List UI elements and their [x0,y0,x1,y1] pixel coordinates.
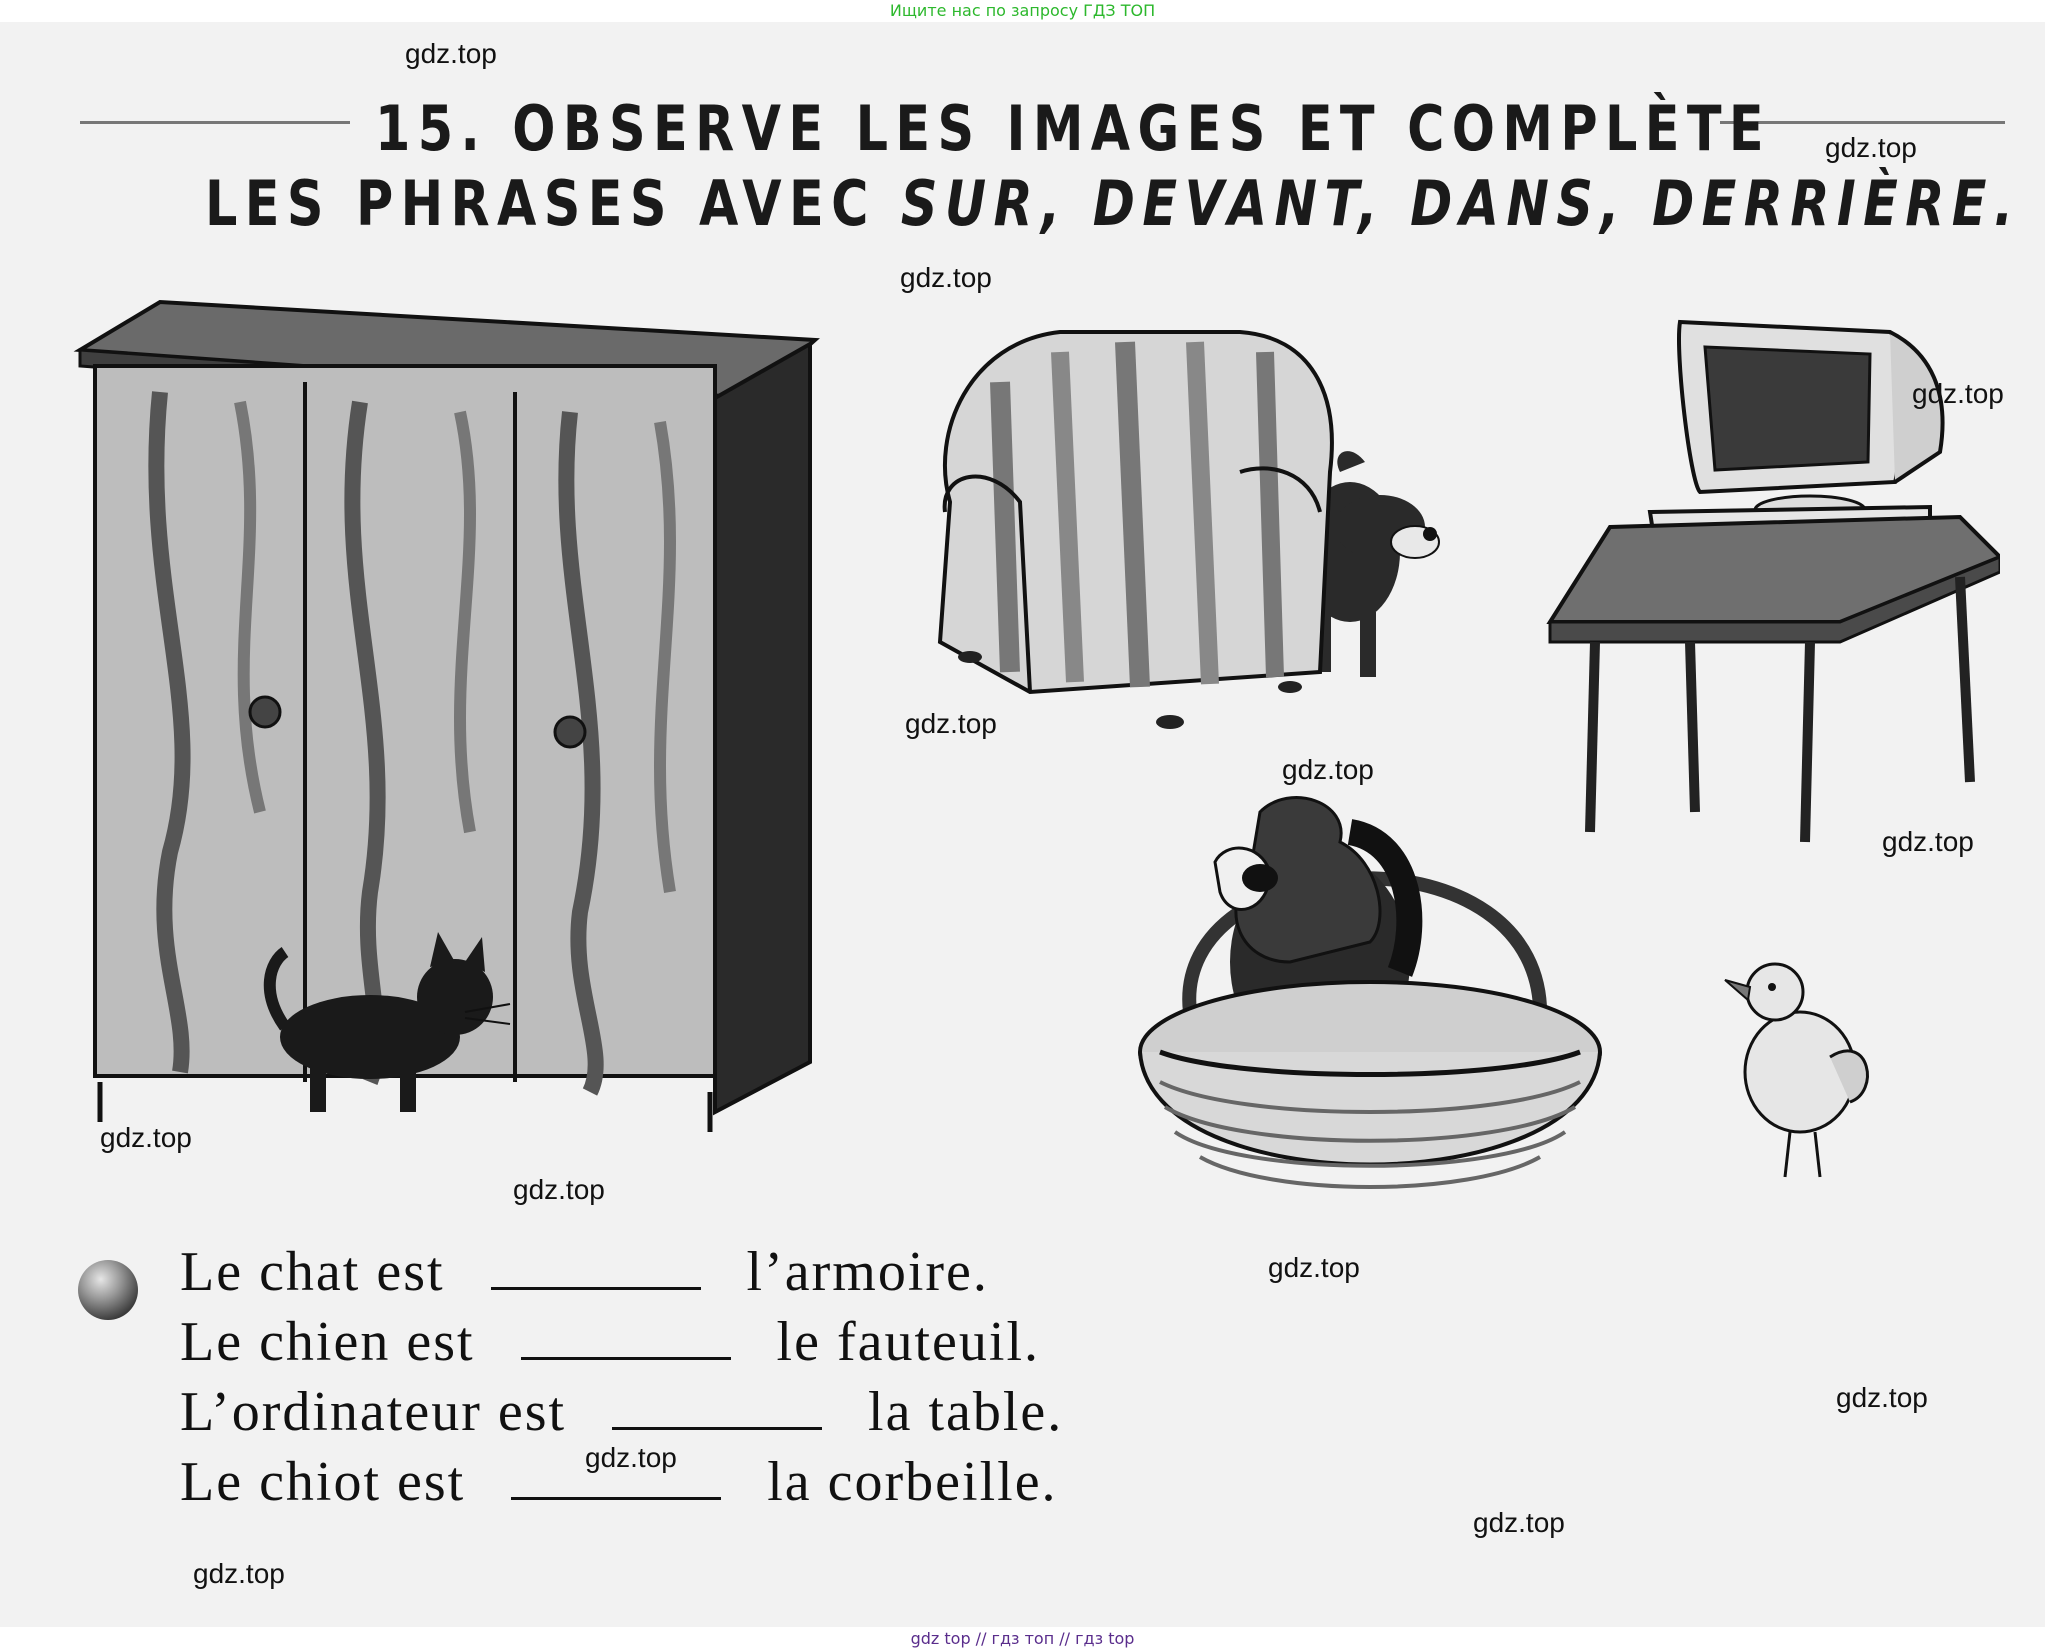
sentence-2-after: le fauteuil. [776,1311,1040,1373]
watermark: gdz.top [405,38,497,69]
monitor-illustration [1679,322,1943,524]
watermark: gdz.top [1825,132,1917,163]
watermark: gdz.top [585,1442,677,1473]
watermark: gdz.top [513,1174,605,1205]
watermark: gdz.top [905,708,997,739]
bottom-banner[interactable]: gdz top // гдз топ // гдз top [910,1629,1135,1648]
preposition-sur: SUR, [900,167,1068,240]
title-line-2-prefix: LES PHRASES AVEC [205,167,876,240]
sentence-1-after: l’armoire. [746,1241,989,1303]
sentence-4-after: la corbeille. [767,1451,1058,1513]
sentence-2 [180,1310,1040,1374]
exercise-bullet [78,1260,138,1320]
watermark: gdz.top [1473,1507,1565,1538]
exercise-number: 15. [375,92,488,165]
chick-illustration [1720,942,1880,1192]
preposition-derriere: DERRIÈRE. [1652,167,2021,240]
watermark: gdz.top [1912,378,2004,409]
textbook-page [0,22,2045,1627]
watermark: gdz.top [900,262,992,293]
watermark: gdz.top [1882,826,1974,857]
exercise-title-line-1 [375,92,1771,165]
preposition-dans: DANS, [1410,167,1628,240]
sentence-2-before: Le chien est [180,1311,475,1373]
sentence-1 [180,1240,989,1304]
exercise-title-line-2 [205,167,2021,240]
sentence-3 [180,1380,1063,1444]
top-banner[interactable]: Ищите нас по запросу ГДЗ ТОП [889,1,1156,20]
armchair-illustration [910,312,1470,732]
wardrobe-illustration [70,292,830,1142]
watermark: gdz.top [193,1558,285,1589]
sentence-3-before: L’ordinateur est [180,1381,567,1443]
sentence-4-blank[interactable] [511,1496,721,1500]
sentence-1-before: Le chat est [180,1241,445,1303]
sentence-3-blank[interactable] [612,1426,822,1430]
sentence-1-blank[interactable] [491,1286,701,1290]
sentence-4-before: Le chiot est [180,1451,466,1513]
preposition-devant: DEVANT, [1092,167,1385,240]
watermark: gdz.top [100,1122,192,1153]
sentence-2-blank[interactable] [521,1356,731,1360]
title-rule-left [80,121,350,124]
sentence-3-after: la table. [868,1381,1064,1443]
title-line-1-text: OBSERVE LES IMAGES ET COMPLÈTE [512,92,1772,165]
puppy-in-basket-illustration [1120,782,1620,1252]
watermark: gdz.top [1282,754,1374,785]
watermark: gdz.top [1836,1382,1928,1413]
watermark: gdz.top [1268,1252,1360,1283]
